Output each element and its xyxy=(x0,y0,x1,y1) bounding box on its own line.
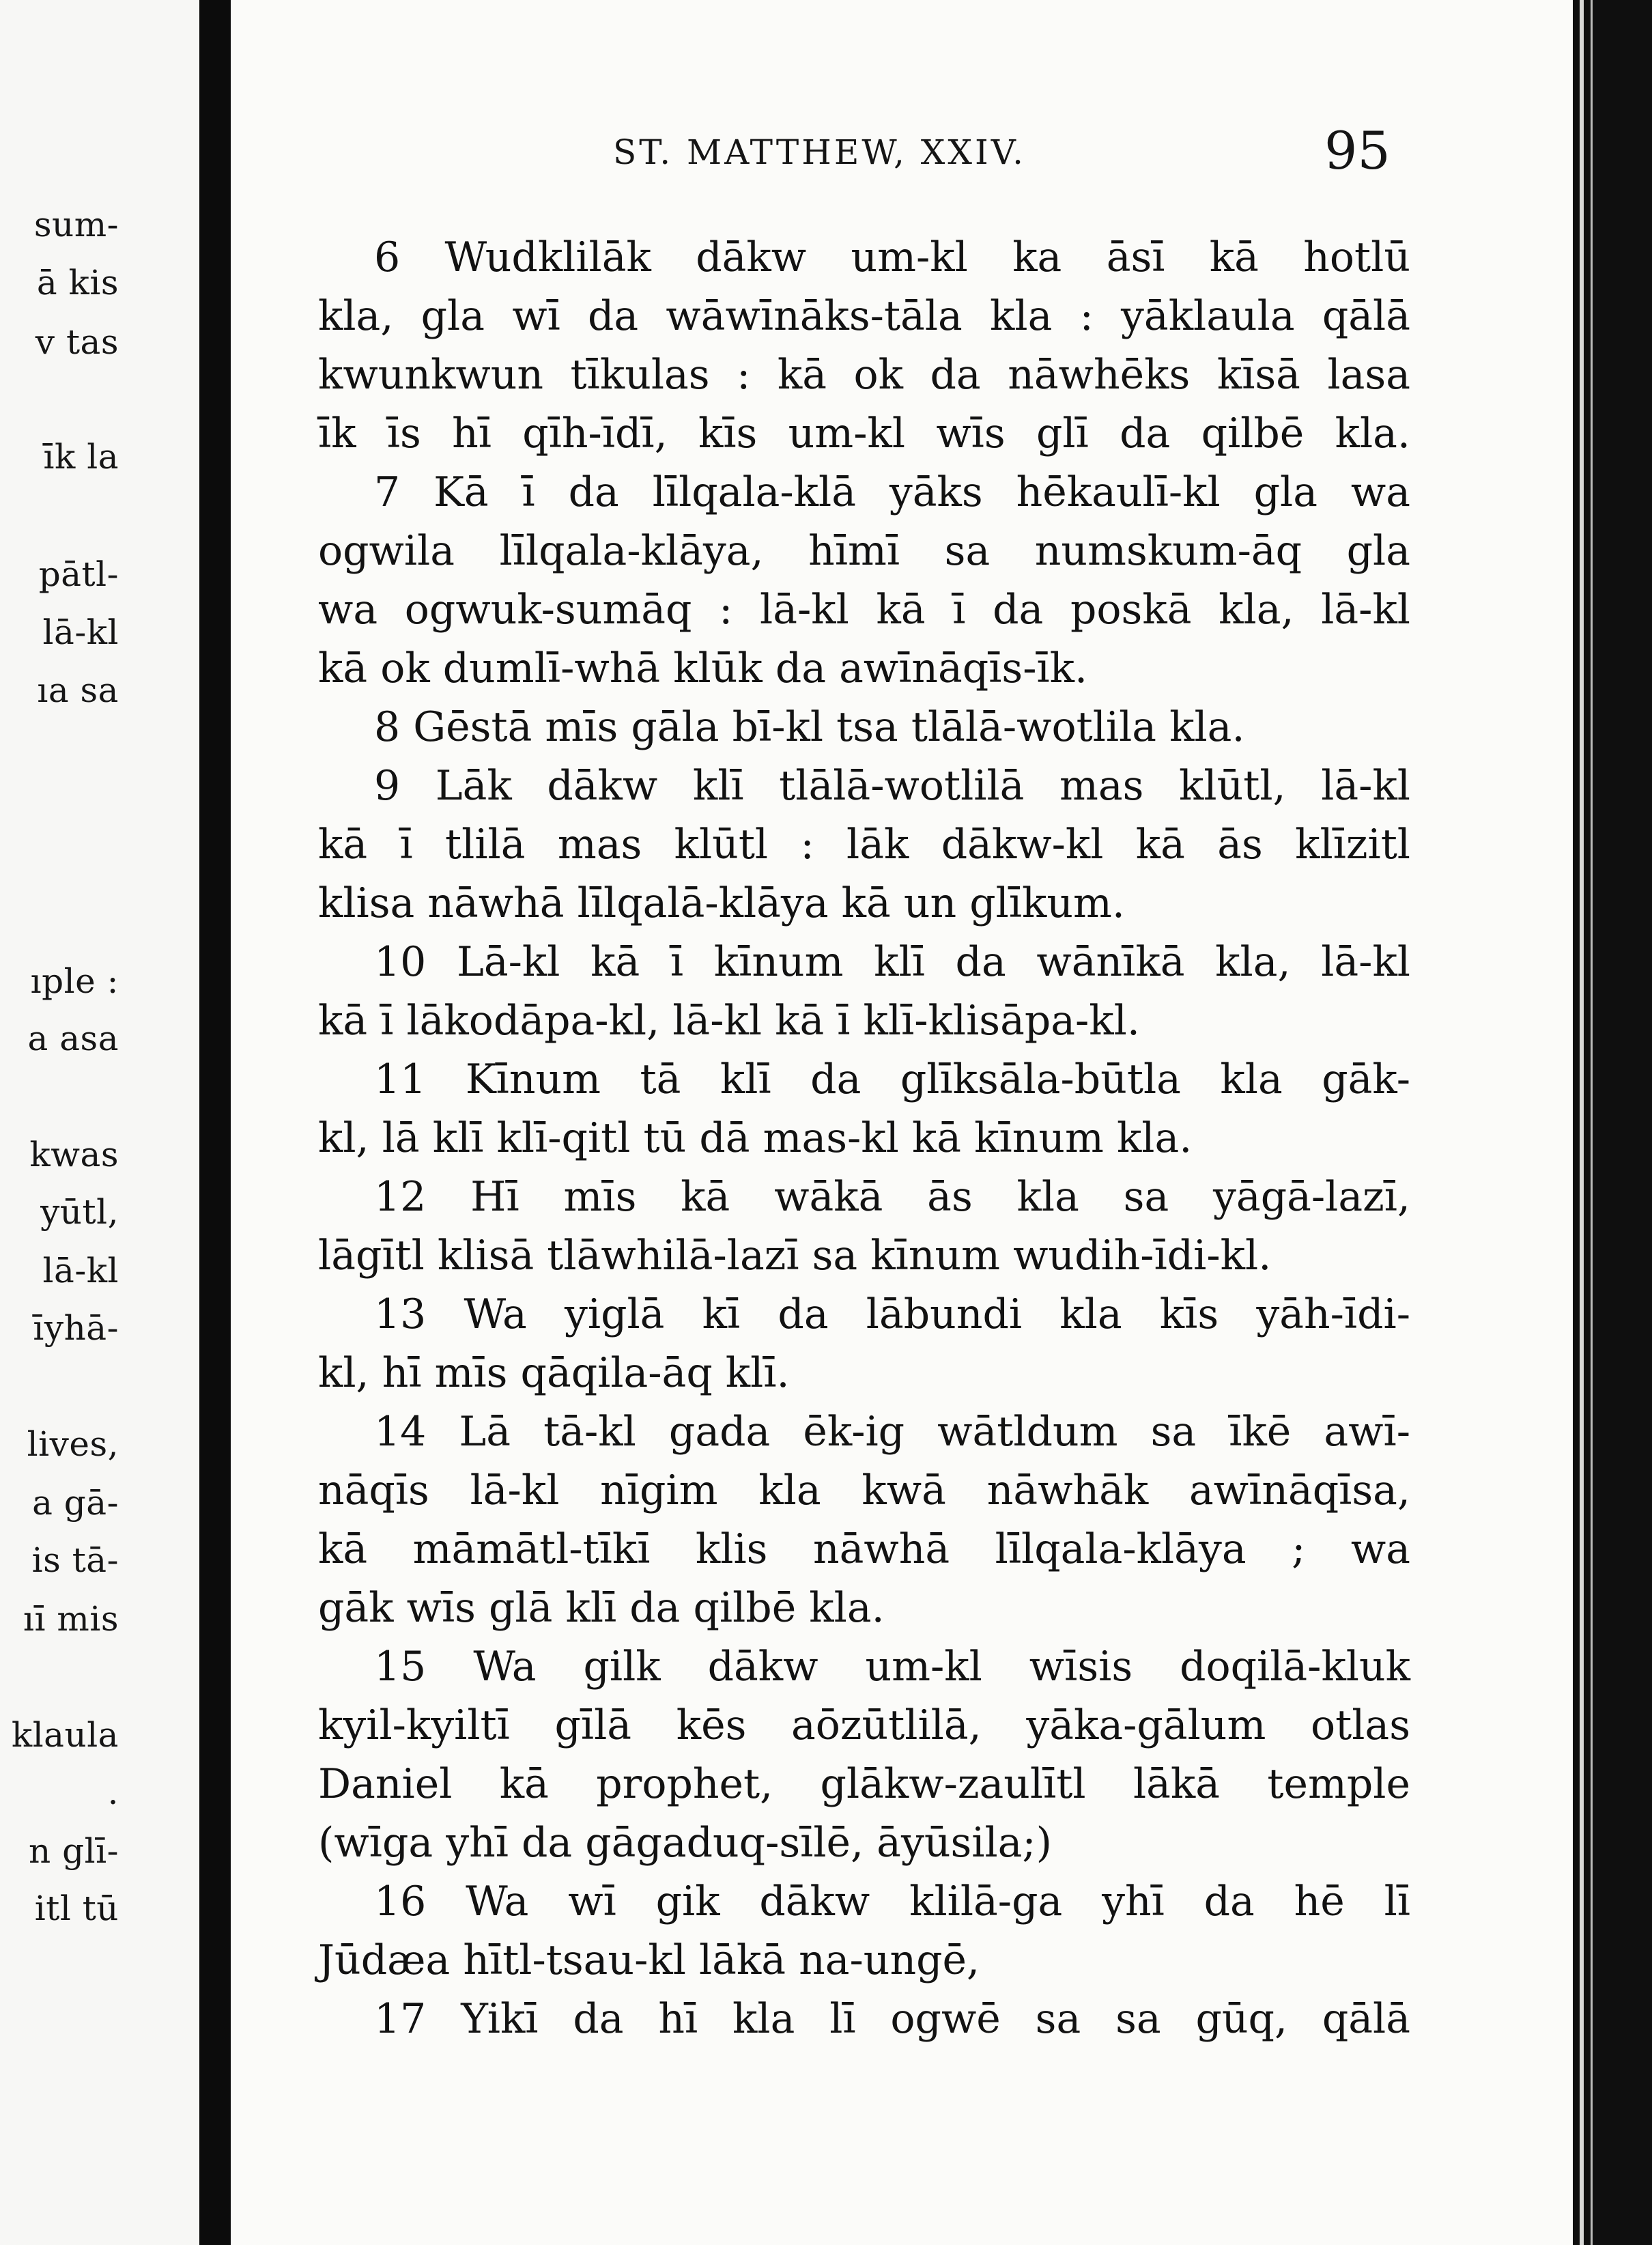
text-line: 13 Wa yiglā kī da lābundi kla kīs yāh-īdi- xyxy=(374,1290,1410,1338)
text-line: 17 Yikī da hī kla lī ogwē sa sa gūq, qālā xyxy=(374,1995,1410,2043)
previous-page-line: ıa sa xyxy=(37,670,119,710)
text-line: kwunkwun tīkulas : kā ok da nāwhēks kīsā lasa xyxy=(318,351,1410,399)
previous-page-line: ıī mis xyxy=(23,1599,119,1639)
previous-page-line: ıple : xyxy=(30,961,119,1001)
text-line: kyil-kyiltī gīlā kēs aōzūtlilā, yāka-gālum otlas xyxy=(318,1702,1410,1749)
text-line: kā ok dumlī-whā klūk da awīnāqīs-īk. xyxy=(318,645,1088,692)
previous-page-line: a asa xyxy=(27,1019,119,1058)
text-line: lāgītl klisā tlāwhilā-lazī sa kīnum wudih-īdi-kl. xyxy=(318,1232,1272,1280)
book-page xyxy=(231,0,1573,2245)
previous-page-line: itl tū xyxy=(34,1889,119,1928)
text-line: nāqīs lā-kl nīgim kla kwā nāwhāk awīnāqīsa, xyxy=(318,1467,1410,1514)
text-line: īk īs hī qīh-īdī, kīs um-kl wīs glī da qilbē kla. xyxy=(318,410,1410,457)
text-line: kā ī lākodāpa-kl, lā-kl kā ī klī-klisāpa-kl. xyxy=(318,997,1140,1045)
previous-page-line: kwas xyxy=(29,1135,119,1174)
previous-page-line: lā-kl xyxy=(42,1251,119,1290)
text-line: kl, hī mīs qāqila-āq klī. xyxy=(318,1349,790,1397)
text-line: 9 Lāk dākw klī tlālā-wotlilā mas klūtl, lā-kl xyxy=(374,762,1410,810)
text-line: 12 Hī mīs kā wākā ās kla sa yāgā-lazī, xyxy=(374,1173,1410,1221)
previous-page-line: n glī- xyxy=(29,1831,119,1871)
previous-page-line: pātl- xyxy=(38,554,119,594)
text-line: klisa nāwhā līlqalā-klāya kā un glīkum. xyxy=(318,879,1125,927)
text-line: 15 Wa gilk dākw um-kl wīsis doqilā-kluk xyxy=(374,1643,1410,1691)
text-line: Jūdæa hītl-tsau-kl lākā na-ungē, xyxy=(318,1936,980,1984)
page-edge xyxy=(1573,0,1652,2245)
text-line: 16 Wa wī gik dākw klilā-ga yhī da hē lī xyxy=(374,1878,1410,1925)
previous-page-line: lives, xyxy=(27,1424,119,1464)
running-title: ST. MATTHEW, XXIV. xyxy=(613,132,1026,172)
previous-page-line: a gā- xyxy=(32,1483,119,1523)
text-line: 10 Lā-kl kā ī kīnum klī da wānīkā kla, lā-kl xyxy=(374,938,1410,986)
previous-page-line: . xyxy=(107,1773,119,1812)
text-line: 6 Wudklilāk dākw um-kl ka āsī kā hotlū xyxy=(374,234,1410,281)
text-line: kla, gla wī da wāwīnāks-tāla kla : yāklaula qālā xyxy=(318,292,1410,340)
text-line: 11 Kīnum tā klī da glīksāla-būtla kla gāk- xyxy=(374,1056,1410,1103)
verse-text xyxy=(318,228,1410,2048)
previous-page-line: v tas xyxy=(35,322,119,362)
text-line: Daniel kā prophet, glākw-zaulītl lākā temple xyxy=(318,1760,1410,1808)
text-line: wa ogwuk-sumāq : lā-kl kā ī da poskā kla, lā-kl xyxy=(318,586,1410,634)
text-line: 8 Gēstā mīs gāla bī-kl tsa tlālā-wotlila kla. xyxy=(374,703,1245,751)
previous-page-line: īk la xyxy=(43,437,119,477)
previous-page-line: īyhā- xyxy=(33,1308,119,1348)
previous-page-line: is tā- xyxy=(31,1540,119,1580)
previous-page-line: yūtl, xyxy=(40,1192,119,1232)
page-number: 95 xyxy=(1324,120,1391,181)
text-line: gāk wīs glā klī da qilbē kla. xyxy=(318,1584,885,1632)
previous-page-line: sum- xyxy=(33,205,119,244)
previous-page-line: ā kis xyxy=(36,263,119,302)
book-gutter xyxy=(199,0,231,2245)
text-line: (wīga yhī da gāgaduq-sīlē, āyūsila;) xyxy=(318,1819,1053,1867)
previous-page-line: klaula xyxy=(11,1715,119,1755)
text-line: kā māmātl-tīkī klis nāwhā līlqala-klāya ; wa xyxy=(318,1525,1410,1573)
page-edge-stripe xyxy=(1591,0,1593,2245)
text-line: kā ī tlilā mas klūtl : lāk dākw-kl kā ās klīzitl xyxy=(318,821,1410,869)
previous-page-strip xyxy=(0,0,199,2245)
text-line: ogwila līlqala-klāya, hīmī sa numskum-āq gla xyxy=(318,527,1410,575)
previous-page-line: lā-kl xyxy=(42,612,119,652)
text-line: kl, lā klī klī-qitl tū dā mas-kl kā kīnum kla. xyxy=(318,1114,1193,1162)
text-line: 14 Lā tā-kl gada ēk-ig wātldum sa īkē awī- xyxy=(374,1408,1410,1456)
text-line: 7 Kā ī da līlqala-klā yāks hēkaulī-kl gla wa xyxy=(374,468,1410,516)
page-header xyxy=(231,116,1573,191)
page-edge-stripe xyxy=(1580,0,1584,2245)
